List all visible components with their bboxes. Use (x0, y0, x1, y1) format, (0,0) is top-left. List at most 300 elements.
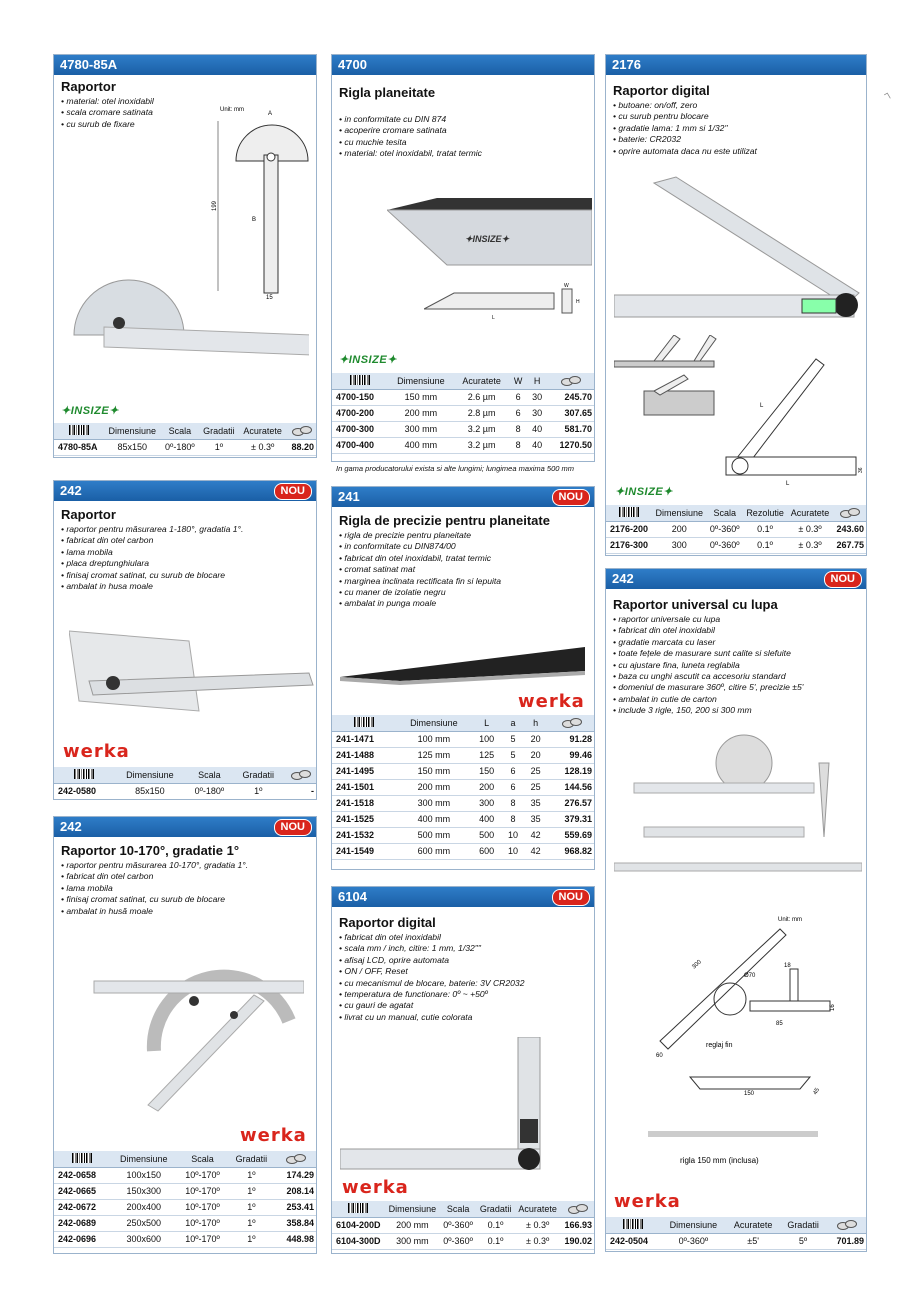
table-cell: 1º (199, 439, 239, 455)
price-table (332, 373, 595, 454)
barcode-icon (69, 425, 89, 435)
col-header: Dimensiune (385, 1201, 440, 1217)
table-cell: 1º (228, 1215, 275, 1231)
table-cell: 190.02 (561, 1233, 595, 1249)
dimension-drawing (620, 909, 860, 1169)
protractor-photo (64, 265, 309, 365)
table-cell: 150x300 (110, 1183, 177, 1199)
table-cell: 8 (502, 811, 525, 827)
col-header: a (502, 715, 525, 731)
table-cell: 200 mm (385, 1217, 440, 1233)
precision-straightedge-photo (340, 637, 590, 687)
table-cell: ± 0.3º (239, 439, 287, 455)
table-cell: 242-0689 (54, 1215, 110, 1231)
product-card-4700 (331, 54, 595, 462)
feature-item: • domeniul de masurare 360º, citire 5', precizie ±5' (613, 682, 859, 693)
digital-protractor-photo (614, 173, 864, 333)
product-title: Raportor digital (339, 915, 436, 930)
barcode-icon (350, 375, 370, 385)
dim-b: B (252, 217, 257, 223)
table-cell: 125 mm (396, 747, 472, 763)
table-cell: 5 (502, 747, 525, 763)
table-cell: 379.31 (547, 811, 595, 827)
table-cell: 166.93 (561, 1217, 595, 1233)
table-cell: 200 (472, 779, 502, 795)
table-cell: 10º-170º (177, 1215, 228, 1231)
table-cell: 208.14 (275, 1183, 317, 1199)
feature-item: • ON / OFF, Reset (339, 966, 587, 977)
col-header: Dimensiune (388, 373, 454, 389)
price-icon (840, 507, 860, 516)
feature-item: • baza cu unghi ascutit ca accesoriu standard (613, 671, 859, 682)
card-header (332, 887, 594, 907)
feature-item: • fabricat din otel inoxidabil (339, 932, 587, 943)
table-cell: 0º-360º (707, 521, 743, 537)
dim-36: 36 (858, 467, 864, 473)
table-cell: 253.41 (275, 1199, 317, 1215)
new-badge: NOU (274, 819, 312, 836)
dim-199: 199 (212, 200, 218, 211)
card-header (54, 55, 316, 75)
werka-logo: werka (614, 1191, 681, 1212)
table-cell: - (283, 783, 317, 799)
table-cell: 20 (524, 731, 547, 747)
col-header: Acuratete (454, 373, 509, 389)
table-cell: 91.28 (547, 731, 595, 747)
table-cell: 100 (472, 731, 502, 747)
table-cell: 88.20 (286, 439, 317, 455)
table-cell: 1º (228, 1167, 275, 1183)
feature-item: • ambalat in husa moale (61, 581, 309, 592)
table-cell: 40 (527, 421, 547, 437)
table-row (332, 779, 595, 795)
table-cell: 4700-300 (332, 421, 388, 437)
table-cell: 581.70 (547, 421, 595, 437)
card-header (332, 55, 594, 75)
table-cell: 6 (502, 763, 525, 779)
product-title: Raportor (61, 79, 116, 94)
table-cell: 241-1525 (332, 811, 396, 827)
col-header: Scala (161, 423, 199, 439)
feature-item: • fabricat din otel inoxidabil (613, 625, 859, 636)
barcode-icon (623, 1219, 643, 1229)
table-cell: 0.1º (476, 1217, 515, 1233)
table-cell: 6 (509, 405, 527, 421)
table-cell: 25 (524, 779, 547, 795)
table-cell: 267.75 (833, 537, 867, 553)
product-title: Rigla planeitate (339, 85, 436, 100)
table-cell: 241-1501 (332, 779, 396, 795)
table-cell: 174.29 (275, 1167, 317, 1183)
feature-item: • fabricat din otel carbon (61, 535, 309, 546)
dim-15: 15 (266, 295, 273, 301)
table-cell: 8 (509, 437, 527, 453)
col-header: Gradatii (476, 1201, 515, 1217)
price-table (606, 1217, 867, 1250)
table-cell: 30 (527, 405, 547, 421)
table-cell: 400 mm (388, 437, 454, 453)
table-cell: 241-1488 (332, 747, 396, 763)
card-header (54, 817, 316, 837)
feature-item: • include 3 rigle, 150, 200 si 300 mm (613, 705, 859, 716)
new-badge: NOU (274, 483, 312, 500)
price-table (332, 1201, 595, 1250)
table-row (54, 1167, 317, 1183)
price-table (332, 715, 595, 860)
col-header: Dimensiune (661, 1217, 726, 1233)
feature-item: • finisaj cromat satinat, cu surub de blocare (61, 894, 309, 905)
table-cell: 241-1549 (332, 843, 396, 859)
feature-list (606, 614, 866, 717)
table-cell: 0º-180º (186, 783, 234, 799)
table-row (332, 389, 595, 405)
table-cell: 85x150 (104, 439, 161, 455)
table-cell: 6104-300D (332, 1233, 385, 1249)
table-cell: 300 mm (396, 795, 472, 811)
feature-list (54, 860, 316, 917)
feature-list (332, 114, 594, 160)
col-header: Acuratete (239, 423, 287, 439)
table-cell: 99.46 (547, 747, 595, 763)
table-cell: 150 mm (388, 389, 454, 405)
unit-label: Unit: mm (778, 917, 802, 923)
table-cell: 5 (502, 731, 525, 747)
table-cell: 4700-400 (332, 437, 388, 453)
table-cell: 200x400 (110, 1199, 177, 1215)
feature-item: • raportor universale cu lupa (613, 614, 859, 625)
feature-item: • cu maner de izolatie negru (339, 587, 587, 598)
table-row (54, 1215, 317, 1231)
col-header: Acuratete (515, 1201, 561, 1217)
feature-item: • ambalat in punga moale (339, 598, 587, 609)
feature-item: • cu muchie tesita (339, 137, 587, 148)
table-cell: 1º (228, 1199, 275, 1215)
table-cell: 1º (228, 1231, 275, 1247)
dim-h: H (576, 299, 580, 305)
feature-item: • butoane: on/off, zero (613, 100, 859, 111)
table-cell: 40 (527, 437, 547, 453)
product-card-242-universal (605, 568, 867, 1252)
feature-item: • fabricat din otel carbon (61, 871, 309, 882)
table-cell: 10 (502, 843, 525, 859)
feature-item: • raportor pentru măsurarea 10-170°, gradatia 1°. (61, 860, 309, 871)
dim-300: 300 (691, 959, 703, 971)
card-header (54, 481, 316, 501)
table-cell: 600 mm (396, 843, 472, 859)
card-header (606, 569, 866, 589)
product-card-242-10-170 (53, 816, 317, 1254)
table-cell: 20 (524, 747, 547, 763)
table-cell: 10º-170º (177, 1199, 228, 1215)
table-cell: 300 (652, 537, 707, 553)
col-header: Dimensiune (104, 423, 161, 439)
barcode-icon (348, 1203, 368, 1213)
product-code: 4700 (338, 57, 367, 72)
table-cell: 4700-200 (332, 405, 388, 421)
table-cell: 242-0672 (54, 1199, 110, 1215)
table-cell: 200 (652, 521, 707, 537)
table-cell: 1270.50 (547, 437, 595, 453)
product-card-4780 (53, 54, 317, 458)
col-header: L (472, 715, 502, 731)
price-table (54, 423, 317, 456)
table-cell: 241-1471 (332, 731, 396, 747)
dim-85: 85 (776, 1021, 783, 1027)
table-row (332, 747, 595, 763)
werka-logo: werka (240, 1125, 307, 1146)
table-cell: 5º (780, 1233, 826, 1249)
col-header: W (509, 373, 527, 389)
footnote: In gama producatorului exista si alte lungimi; lungimea maxima 500 mm (336, 464, 575, 473)
feature-item: • ambalat in husă moale (61, 906, 309, 917)
feature-item: • livrat cu un manual, cutie colorata (339, 1012, 587, 1023)
feature-item: • lama mobila (61, 547, 309, 558)
feature-item: • oprire automata daca nu este utilizat (613, 146, 859, 157)
new-badge: NOU (552, 489, 590, 506)
col-header: H (527, 373, 547, 389)
col-header: Dimensiune (110, 1151, 177, 1167)
product-code: 242 (612, 571, 634, 586)
table-cell: 0.1º (476, 1233, 515, 1249)
price-icon (562, 717, 582, 726)
col-header: Gradatii (228, 1151, 275, 1167)
digital-protractor-photo (340, 1037, 590, 1177)
product-code: 242 (60, 483, 82, 498)
product-code: 241 (338, 489, 360, 504)
table-row (332, 731, 595, 747)
table-cell: 242-0504 (606, 1233, 661, 1249)
feature-item: • gradatie lama: 1 mm si 1/32" (613, 123, 859, 134)
feature-item: • afisaj LCD, oprire automata (339, 955, 587, 966)
table-cell: 300 mm (385, 1233, 440, 1249)
product-code: 4780-85A (60, 57, 118, 72)
table-cell: 245.70 (547, 389, 595, 405)
werka-logo: werka (342, 1177, 409, 1198)
feature-item: • ambalat in cutie de carton (613, 694, 859, 705)
feature-item: • fabricat din otel inoxidabil, tratat termic (339, 553, 587, 564)
table-row (332, 421, 595, 437)
barcode-icon (354, 717, 374, 727)
feature-item: • toate fețele de masurare sunt calite si slefuite (613, 648, 859, 659)
dim-18: 18 (784, 963, 791, 969)
table-cell: 242-0580 (54, 783, 114, 799)
feature-item: • in conformitate cu DIN874/00 (339, 541, 587, 552)
table-cell: 128.19 (547, 763, 595, 779)
insize-logo: ✦INSIZE✦ (615, 486, 673, 498)
col-header: h (524, 715, 547, 731)
feature-item: • baterie: CR2032 (613, 134, 859, 145)
product-title: Raportor digital (613, 83, 710, 98)
product-title: Raportor (61, 507, 116, 522)
table-cell: 2176-300 (606, 537, 652, 553)
table-cell: 4780-85A (54, 439, 104, 455)
feature-item: • material: otel inoxidabil (61, 96, 309, 107)
feature-item: • acoperire cromare satinata (339, 125, 587, 136)
table-row (332, 811, 595, 827)
table-row (54, 439, 317, 455)
product-code: 242 (60, 819, 82, 834)
protractor-photo (69, 621, 314, 731)
table-cell: 358.84 (275, 1215, 317, 1231)
table-cell: 200 mm (388, 405, 454, 421)
table-row (54, 1231, 317, 1247)
table-cell: 307.65 (547, 405, 595, 421)
table-cell: ± 0.3º (787, 521, 832, 537)
table-cell: 100x150 (110, 1167, 177, 1183)
table-cell: 6104-200D (332, 1217, 385, 1233)
table-cell: 968.82 (547, 843, 595, 859)
table-cell: 35 (524, 811, 547, 827)
dim-l: L (492, 315, 495, 321)
feature-item: • cu mecanismul de blocare, baterie: 3V CR2032 (339, 978, 587, 989)
table-cell: 0º-360º (440, 1217, 477, 1233)
table-cell: 276.57 (547, 795, 595, 811)
feature-item: • raportor pentru măsurarea 1-180°, gradatia 1°. (61, 524, 309, 535)
rigla-label: rigla 150 mm (inclusa) (680, 1156, 759, 1165)
table-row (606, 537, 867, 553)
table-cell: 3.2 µm (454, 437, 509, 453)
dim-w: W (564, 283, 569, 289)
unit-label: Unit: mm (220, 107, 244, 113)
table-row (332, 843, 595, 859)
product-card-241 (331, 486, 595, 870)
col-header: Scala (186, 767, 234, 783)
product-card-242-raportor (53, 480, 317, 800)
table-cell: 8 (509, 421, 527, 437)
table-cell: 144.56 (547, 779, 595, 795)
col-header: Rezolutie (743, 505, 787, 521)
feature-list (332, 530, 594, 610)
corner-mark: ┐ (881, 86, 894, 101)
product-code: 2176 (612, 57, 641, 72)
table-cell: 4700-150 (332, 389, 388, 405)
table-cell: 10º-170º (177, 1167, 228, 1183)
price-icon (837, 1219, 857, 1228)
table-cell: ± 0.3º (515, 1233, 561, 1249)
table-cell: 0º-180º (161, 439, 199, 455)
werka-logo: werka (518, 691, 585, 712)
table-cell: 242-0696 (54, 1231, 110, 1247)
table-row (332, 1217, 595, 1233)
table-cell: 2.8 µm (454, 405, 509, 421)
universal-protractor-photo (614, 727, 862, 877)
table-cell: 559.69 (547, 827, 595, 843)
feature-item: • in conformitate cu DIN 874 (339, 114, 587, 125)
col-header: Scala (177, 1151, 228, 1167)
table-row (332, 827, 595, 843)
barcode-icon (619, 507, 639, 517)
table-cell: ± 0.3º (787, 537, 832, 553)
table-cell: 200 mm (396, 779, 472, 795)
table-cell: 0.1º (743, 537, 787, 553)
product-title: Raportor 10-170°, gradatie 1° (61, 843, 240, 858)
table-cell: 6 (502, 779, 525, 795)
dimension-drawing (716, 355, 866, 490)
insize-logo: ✦INSIZE✦ (339, 354, 397, 366)
dim-60: 60 (656, 1053, 663, 1059)
col-header: Gradatii (199, 423, 239, 439)
table-cell: 100 mm (396, 731, 472, 747)
feature-item: • cu gauri de agatat (339, 1000, 587, 1011)
table-row (332, 763, 595, 779)
table-cell: 400 (472, 811, 502, 827)
product-title: Raportor universal cu lupa (613, 597, 778, 612)
table-cell: 10º-170º (177, 1231, 228, 1247)
table-cell: 300 (472, 795, 502, 811)
product-card-2176 (605, 54, 867, 556)
table-cell: 500 mm (396, 827, 472, 843)
product-card-6104 (331, 886, 595, 1254)
table-row (332, 405, 595, 421)
table-cell: 400 mm (396, 811, 472, 827)
feature-item: • temperatura de functionare: 0º ~ +50º (339, 989, 587, 1000)
straightedge-drawing (424, 283, 594, 343)
feature-item: • rigla de precizie pentru planeitate (339, 530, 587, 541)
table-cell: 448.98 (275, 1231, 317, 1247)
table-row (332, 795, 595, 811)
barcode-icon (74, 769, 94, 779)
table-cell: 25 (524, 763, 547, 779)
table-cell: 243.60 (833, 521, 867, 537)
table-cell: 8 (502, 795, 525, 811)
dim-a: A (268, 111, 273, 117)
protractor-photo (74, 951, 304, 1121)
table-cell: 242-0665 (54, 1183, 110, 1199)
table-cell: 500 (472, 827, 502, 843)
feature-item: • marginea inclinata rectificata fin si lepuita (339, 576, 587, 587)
werka-logo: werka (63, 741, 130, 762)
table-row (54, 783, 317, 799)
table-cell: 242-0658 (54, 1167, 110, 1183)
table-row (606, 1233, 867, 1249)
dim-l: L (760, 403, 764, 409)
feature-item: • cu surub pentru blocare (613, 111, 859, 122)
table-row (54, 1199, 317, 1215)
table-cell: 125 (472, 747, 502, 763)
barcode-icon (72, 1153, 92, 1163)
table-row (606, 521, 867, 537)
price-icon (292, 425, 312, 434)
table-cell: 10º-170º (177, 1183, 228, 1199)
table-cell: 241-1495 (332, 763, 396, 779)
table-cell: 6 (509, 389, 527, 405)
price-icon (568, 1203, 588, 1212)
table-cell: 10 (502, 827, 525, 843)
table-cell: 250x500 (110, 1215, 177, 1231)
col-header: Dimensiune (396, 715, 472, 731)
table-row (332, 1233, 595, 1249)
feature-item: • cu ajustare fina, luneta reglabila (613, 660, 859, 671)
feature-item: • gradatie marcata cu laser (613, 637, 859, 648)
new-badge: NOU (552, 889, 590, 906)
dim-45: 45 (812, 1087, 822, 1096)
table-row (54, 1183, 317, 1199)
feature-item: • cromat satinat mat (339, 564, 587, 575)
dim-l-bottom: L (786, 481, 790, 487)
col-header: Gradatii (233, 767, 283, 783)
feature-list (606, 100, 866, 157)
feature-item: • scala cromare satinata (61, 107, 309, 118)
dim-150: 150 (744, 1091, 755, 1097)
card-header (606, 55, 866, 75)
table-cell: 2176-200 (606, 521, 652, 537)
price-table (606, 505, 867, 554)
table-row (332, 437, 595, 453)
price-icon (561, 375, 581, 384)
table-cell: 42 (524, 843, 547, 859)
table-cell: 300x600 (110, 1231, 177, 1247)
col-header: Acuratete (787, 505, 832, 521)
